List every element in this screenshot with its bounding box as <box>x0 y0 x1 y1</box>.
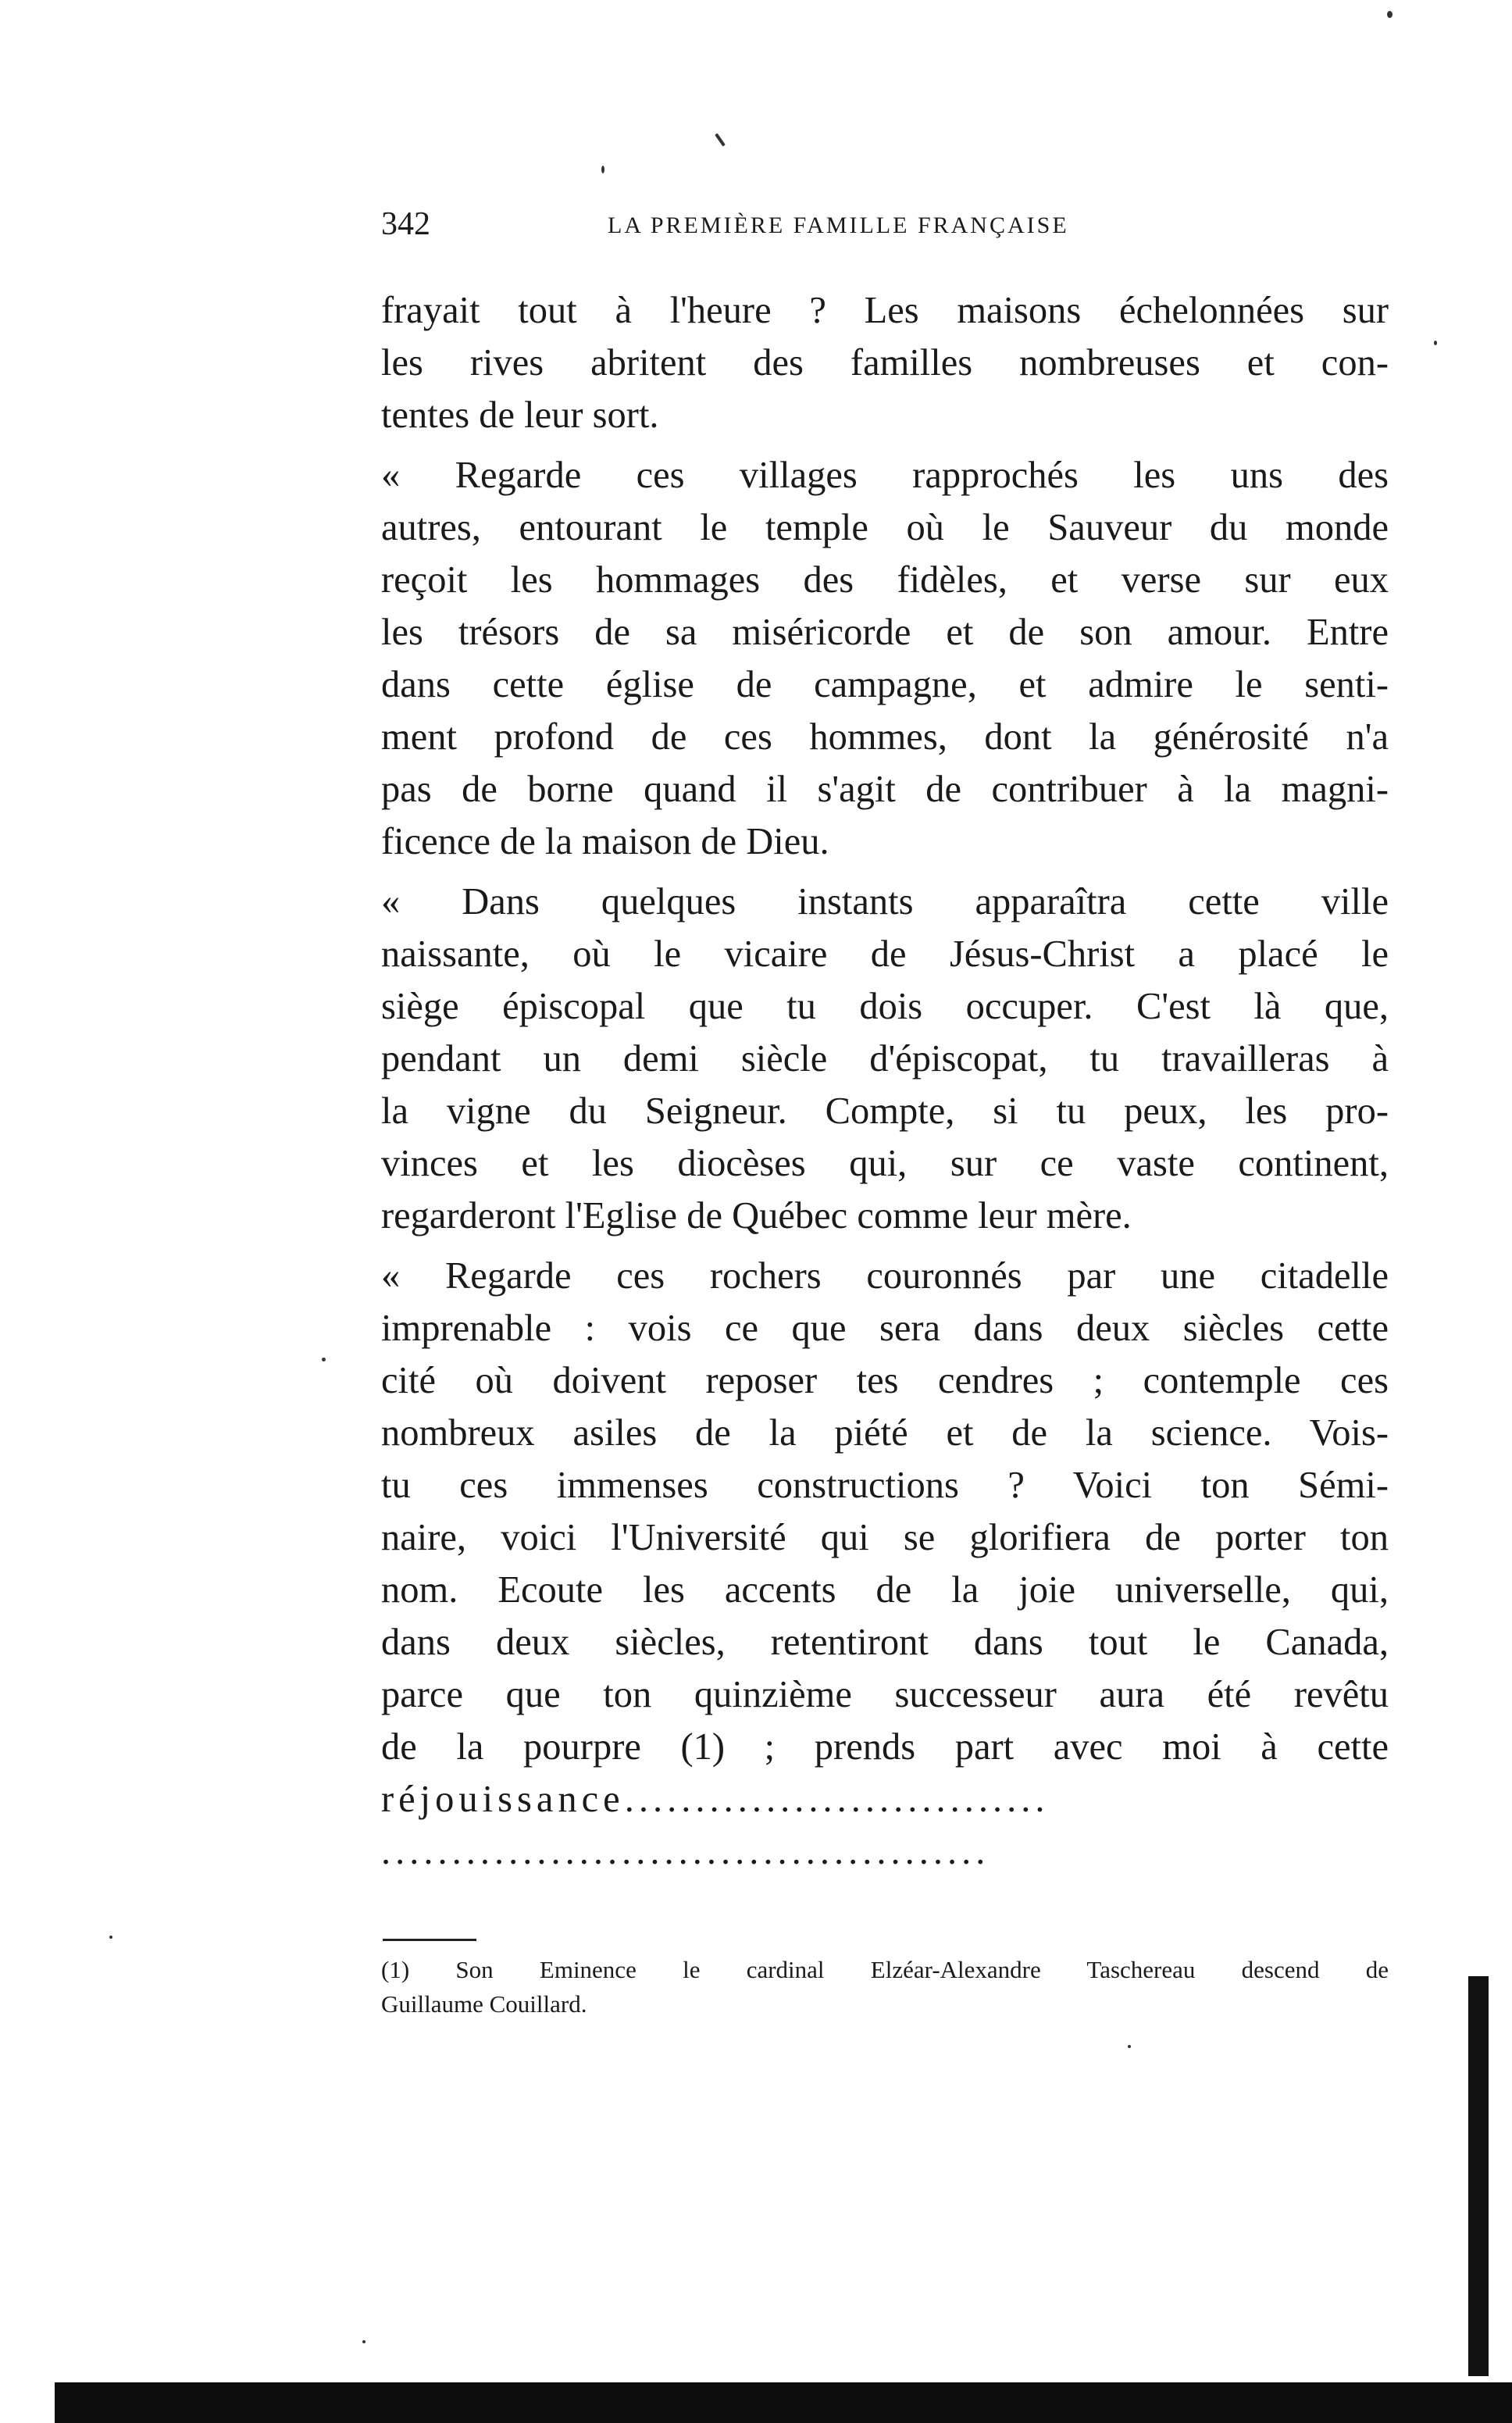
page-number: 342 <box>381 206 430 242</box>
scan-speck <box>362 2340 366 2343</box>
scan-speck <box>1387 11 1393 18</box>
dotted-line: ........................................... <box>381 1831 990 1872</box>
text-line: pendant un demi siècle d'épiscopat, tu travailleras à <box>381 1038 1389 1079</box>
running-title: LA PREMIÈRE FAMILLE FRANÇAISE <box>608 212 1069 238</box>
text-line: reçoit les hommages des fidèles, et verse sur eux <box>381 559 1389 601</box>
footnote-rule <box>383 1939 476 1941</box>
text-line: « Regarde ces rochers couronnés par une citadelle <box>381 1255 1389 1297</box>
footnote-line: (1) Son Eminence le cardinal Elzéar-Alexandre Taschereau descend de <box>381 1956 1389 1983</box>
text-line: tentes de leur sort. <box>381 394 659 436</box>
text-line: cité où doivent reposer tes cendres ; contemple ces <box>381 1360 1389 1401</box>
text-line: « Regarde ces villages rapprochés les uns des <box>381 455 1389 496</box>
dotted-line: réjouissance.............................. <box>381 1779 1050 1820</box>
text-line: frayait tout à l'heure ? Les maisons échelonnées sur <box>381 290 1389 331</box>
text-line: siège épiscopal que tu dois occuper. C'est là que, <box>381 986 1389 1027</box>
footnote-line: Guillaume Couillard. <box>381 1990 587 2018</box>
footnote <box>381 1953 1389 2022</box>
text-line: ment profond de ces hommes, dont la générosité n'a <box>381 716 1389 758</box>
scan-speck <box>601 166 604 173</box>
text-line: de la pourpre (1) ; prends part avec moi à cette <box>381 1726 1389 1768</box>
text-line: parce que ton quinzième successeur aura été revêtu <box>381 1674 1389 1715</box>
text-line: les trésors de sa miséricorde et de son amour. Entre <box>381 612 1389 653</box>
text-line: dans cette église de campagne, et admire le senti- <box>381 664 1389 705</box>
scan-speck <box>109 1936 112 1939</box>
text-line: la vigne du Seigneur. Compte, si tu peux, les pro- <box>381 1090 1389 1132</box>
text-line: autres, entourant le temple où le Sauveur du monde <box>381 507 1389 548</box>
text-line: regarderont l'Eglise de Québec comme leur mère. <box>381 1195 1132 1236</box>
text-line: les rives abritent des familles nombreuses et con- <box>381 342 1389 384</box>
text-line: dans deux siècles, retentiront dans tout le Canada, <box>381 1622 1389 1663</box>
text-line: ficence de la maison de Dieu. <box>381 821 829 862</box>
scan-speck <box>1128 2045 1131 2048</box>
scan-edge-bar <box>1468 1976 1489 2376</box>
text-line: naissante, où le vicaire de Jésus-Christ a placé le <box>381 933 1389 975</box>
scan-speck <box>1434 341 1437 345</box>
text-line: « Dans quelques instants apparaîtra cette ville <box>381 881 1389 922</box>
body-text <box>381 284 1389 1878</box>
text-line: pas de borne quand il s'agit de contribuer à la magni- <box>381 769 1389 810</box>
scan-bottom-bar <box>55 2382 1512 2423</box>
text-line: nom. Ecoute les accents de la joie universelle, qui, <box>381 1569 1389 1611</box>
text-line: naire, voici l'Université qui se glorifiera de porter ton <box>381 1517 1389 1558</box>
page-header <box>381 205 1396 244</box>
text-line: vinces et les diocèses qui, sur ce vaste continent, <box>381 1143 1389 1184</box>
text-line: imprenable : vois ce que sera dans deux siècles cette <box>381 1308 1389 1349</box>
scan-speck <box>715 133 726 146</box>
text-line: nombreux asiles de la piété et de la science. Vois- <box>381 1412 1389 1454</box>
text-line: tu ces immenses constructions ? Voici ton Sémi- <box>381 1465 1389 1506</box>
scan-speck <box>322 1358 326 1361</box>
